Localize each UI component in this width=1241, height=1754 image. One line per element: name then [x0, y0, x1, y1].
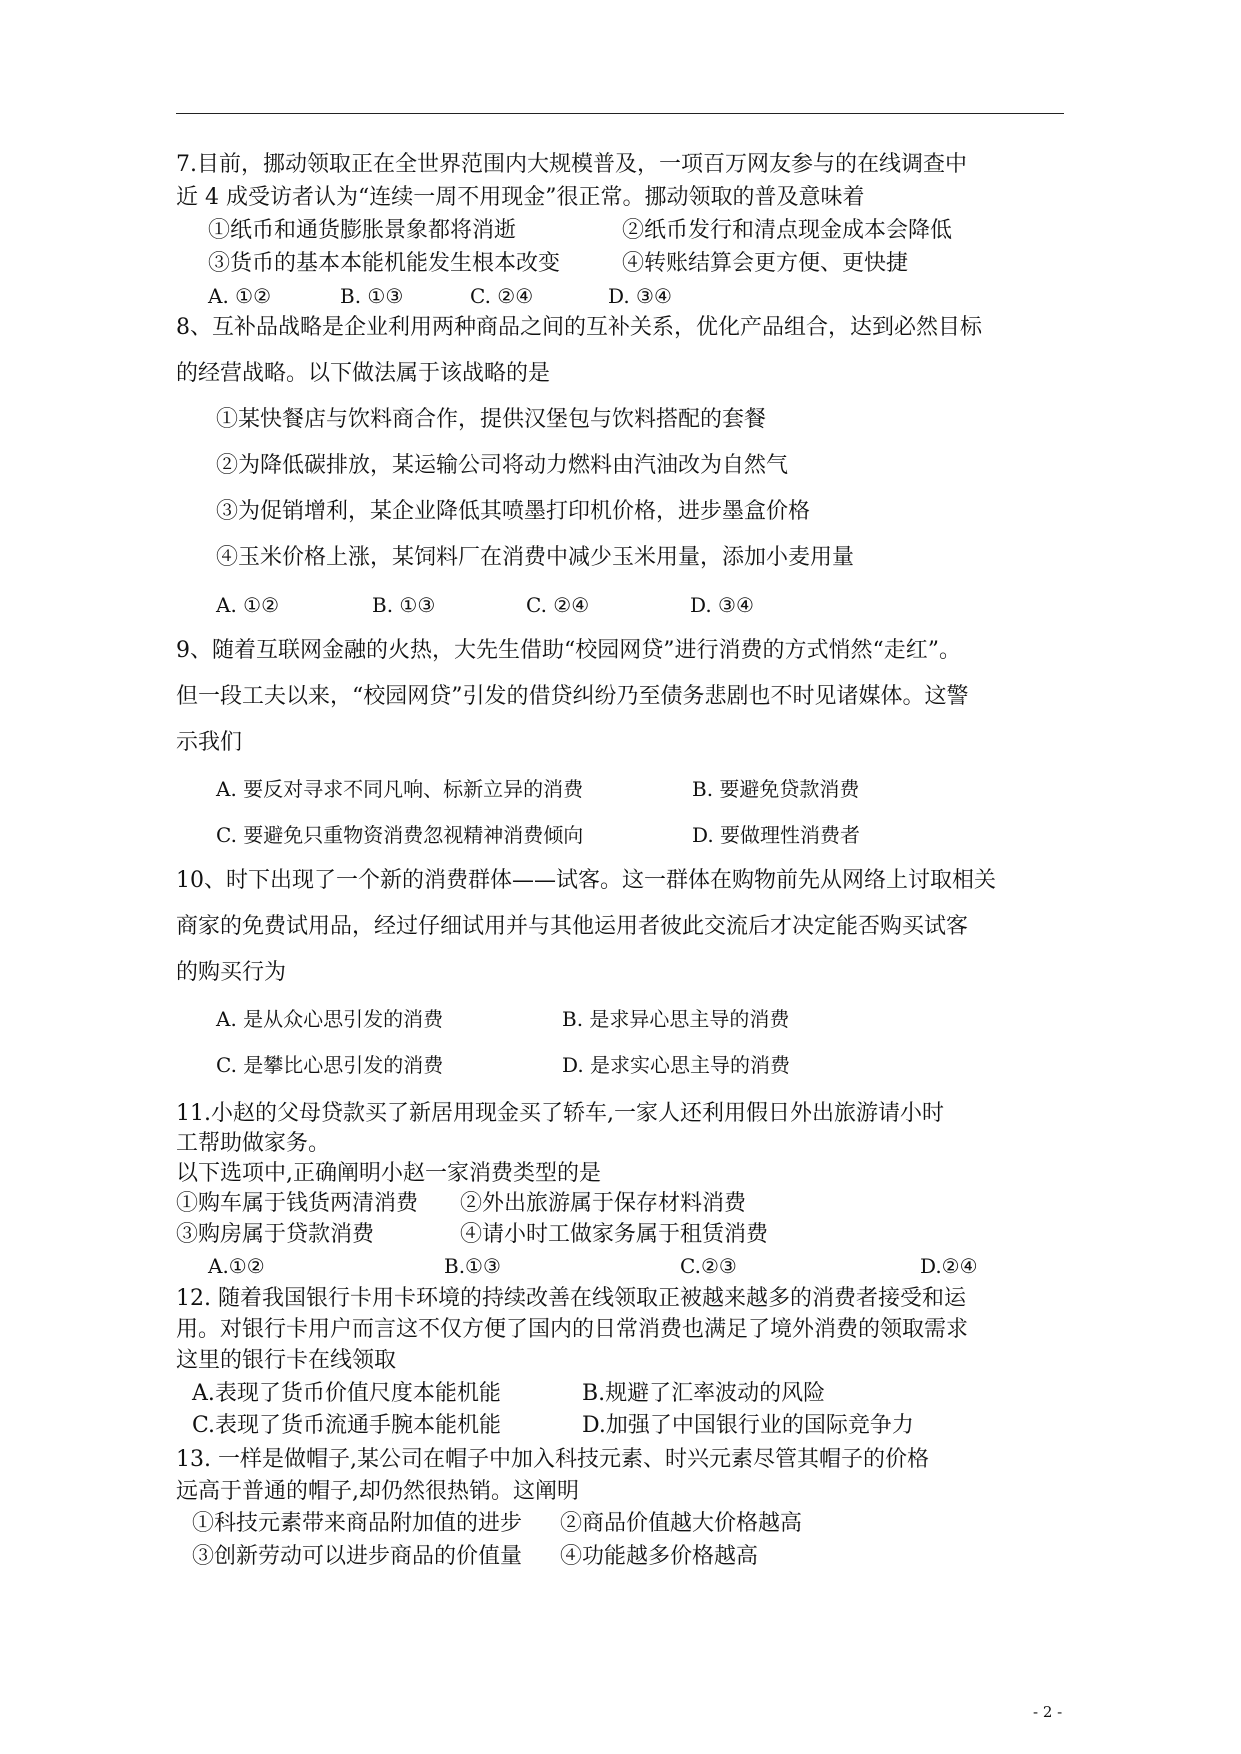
q8-stem-line-2: 的经营战略。以下做法属于该战略的是 [176, 361, 551, 386]
q11-item-1: ①购车属于钱货两清消费 [176, 1191, 419, 1216]
q10-stem-line-2: 商家的免费试用品，经过仔细试用并与其他运用者彼此交流后才决定能否购买试客 [176, 914, 969, 939]
q10-option-c: C. 是攀比心思引发的消费 [216, 1053, 444, 1077]
q8-option-b: B. ①③ [372, 593, 436, 617]
q13-item-3: ③创新劳动可以进步商品的价值量 [192, 1544, 523, 1569]
q13-stem-line-2: 远高于普通的帽子,却仍然很热销。这阐明 [176, 1479, 579, 1504]
q10-option-b: B. 是求异心思主导的消费 [562, 1007, 790, 1031]
q12-option-c: C.表现了货币流通手腕本能机能 [192, 1413, 502, 1438]
q7-option-a: A. ①② [208, 284, 272, 308]
q8-item-2: ②为降低碳排放，某运输公司将动力燃料由汽油改为自然气 [216, 453, 789, 478]
q9-option-b: B. 要避免贷款消费 [692, 777, 860, 801]
q11-stem-line-2: 工帮助做家务。 [176, 1131, 331, 1156]
q8-option-a: A. ①② [216, 593, 280, 617]
q8-item-1: ①某快餐店与饮料商合作，提供汉堡包与饮料搭配的套餐 [216, 407, 767, 432]
q9-option-d: D. 要做理性消费者 [692, 823, 861, 847]
q13-item-1: ①科技元素带来商品附加值的进步 [192, 1511, 523, 1536]
q12-option-a: A.表现了货币价值尺度本能机能 [192, 1381, 501, 1406]
q11-item-4: ④请小时工做家务属于租赁消费 [460, 1222, 769, 1247]
q12-option-d: D.加强了中国银行业的国际竞争力 [582, 1413, 914, 1438]
q9-option-a: A. 要反对寻求不同凡响、标新立异的消费 [216, 777, 584, 801]
q11-item-2: ②外出旅游属于保存材料消费 [460, 1191, 747, 1216]
q9-stem-line-2: 但一段工夫以来，“校园网贷”引发的借贷纠纷乃至债务悲剧也不时见诸媒体。这警 [176, 684, 969, 709]
page-number: - 2 - [1033, 1703, 1063, 1721]
q11-stem-line-1: 11.小赵的父母贷款买了新居用现金买了轿车,一家人还利用假日外出旅游请小时 [176, 1101, 944, 1126]
q7-item-4: ④转账结算会更方便、更快捷 [622, 251, 909, 276]
q7-option-c: C. ②④ [470, 284, 534, 308]
q7-option-b: B. ①③ [340, 284, 404, 308]
q11-option-b: B.①③ [444, 1254, 501, 1278]
q13-item-4: ④功能越多价格越高 [560, 1544, 759, 1569]
q11-stem-line-3: 以下选项中,正确阐明小赵一家消费类型的是 [176, 1161, 601, 1186]
q9-stem-line-1: 9、随着互联网金融的火热，大先生借助“校园网贷”进行消费的方式悄然“走红”。 [176, 638, 961, 663]
q10-option-a: A. 是从众心思引发的消费 [216, 1007, 444, 1031]
q9-stem-line-3: 示我们 [176, 730, 243, 755]
header-rule [176, 113, 1064, 114]
q13-item-2: ②商品价值越大价格越高 [560, 1511, 803, 1536]
q10-stem-line-1: 10、时下出现了一个新的消费群体——试客。这一群体在购物前先从网络上讨取相关 [176, 868, 996, 893]
q10-option-d: D. 是求实心思主导的消费 [562, 1053, 791, 1077]
q8-option-d: D. ③④ [690, 593, 754, 617]
q7-item-3: ③货币的基本本能机能发生根本改变 [208, 251, 561, 276]
q12-stem-line-2: 用。对银行卡用户而言这不仅方便了国内的日常消费也满足了境外消费的领取需求 [176, 1317, 969, 1342]
q7-item-2: ②纸币发行和清点现金成本会降低 [622, 218, 953, 243]
q11-option-c: C.②③ [680, 1254, 737, 1278]
q12-stem-line-1: 12. 随着我国银行卡用卡环境的持续改善在线领取正被越来越多的消费者接受和运 [176, 1286, 966, 1311]
q11-item-3: ③购房属于贷款消费 [176, 1222, 375, 1247]
q11-option-d: D.②④ [920, 1254, 978, 1278]
q8-stem-line-1: 8、互补品战略是企业利用两种商品之间的互补关系，优化产品组合，达到必然目标 [176, 315, 982, 340]
q7-option-d: D. ③④ [608, 284, 672, 308]
q7-item-1: ①纸币和通货膨胀景象都将消逝 [208, 218, 517, 243]
q12-option-b: B.规避了汇率波动的风险 [582, 1381, 826, 1406]
q9-option-c: C. 要避免只重物资消费忽视精神消费倾向 [216, 823, 584, 847]
q11-option-a: A.①② [208, 1254, 265, 1278]
q7-stem-line-2: 近 4 成受访者认为“连续一周不用现金”很正常。挪动领取的普及意味着 [176, 185, 865, 210]
q10-stem-line-3: 的购买行为 [176, 960, 287, 985]
q7-stem-line-1: 7.目前，挪动领取正在全世界范围内大规模普及，一项百万网友参与的在线调查中 [176, 152, 967, 177]
q8-option-c: C. ②④ [526, 593, 590, 617]
q8-item-3: ③为促销增利，某企业降低其喷墨打印机价格，进步墨盒价格 [216, 499, 811, 524]
q12-stem-line-3: 这里的银行卡在线领取 [176, 1348, 397, 1373]
q8-item-4: ④玉米价格上涨，某饲料厂在消费中减少玉米用量，添加小麦用量 [216, 545, 855, 570]
q13-stem-line-1: 13. 一样是做帽子,某公司在帽子中加入科技元素、时兴元素尽管其帽子的价格 [176, 1447, 929, 1472]
